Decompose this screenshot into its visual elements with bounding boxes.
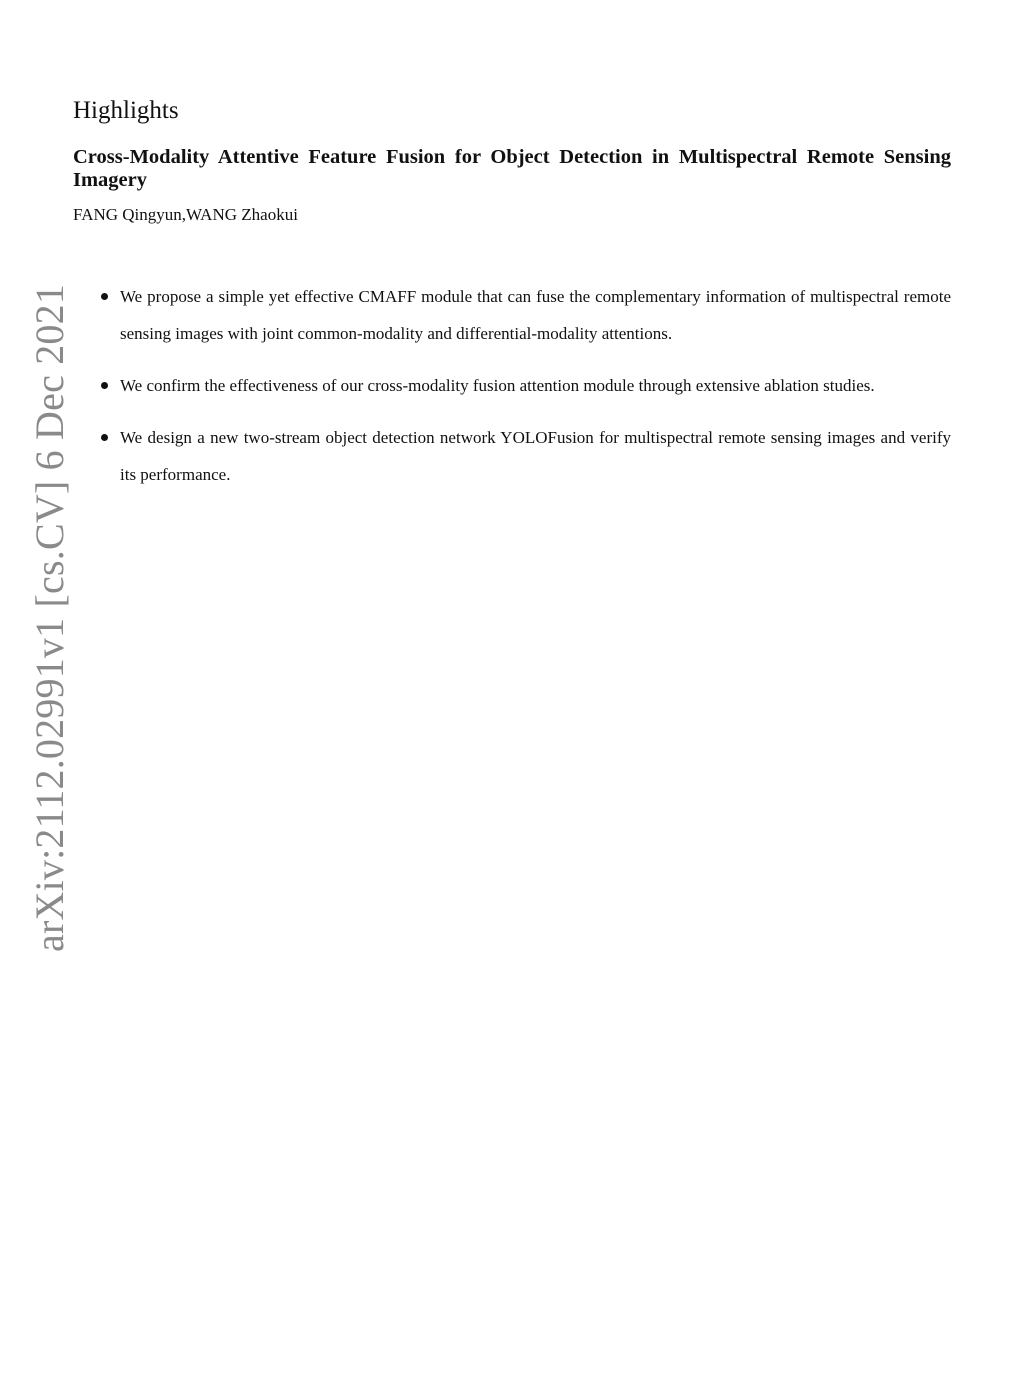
highlight-text: We propose a simple yet effective CMAFF module that can fuse the complementary information of multispectral remote sensing images with joint common-modality and differential-modality attentions. xyxy=(120,287,951,343)
highlight-text: We design a new two-stream object detection network YOLOFusion for multispectral remote sensing images and verify its performance. xyxy=(120,428,951,484)
arxiv-identifier[interactable]: arXiv:2112.02991v1 [cs.CV] 6 Dec 2021 xyxy=(27,283,72,952)
bullet-icon xyxy=(101,382,108,389)
highlight-item xyxy=(73,278,951,352)
paper-title: Cross-Modality Attentive Feature Fusion for Object Detection in Multispectral Remote Sensing Imagery xyxy=(73,146,951,191)
highlight-item xyxy=(73,419,951,493)
highlights-list xyxy=(73,278,951,508)
highlight-item xyxy=(73,367,951,404)
section-heading: Highlights xyxy=(73,97,179,124)
bullet-icon xyxy=(101,434,108,441)
highlight-text: We confirm the effectiveness of our cross-modality fusion attention module through extensive ablation studies. xyxy=(120,376,875,395)
bullet-icon xyxy=(101,293,108,300)
authors: FANG Qingyun,WANG Zhaokui xyxy=(73,205,298,224)
